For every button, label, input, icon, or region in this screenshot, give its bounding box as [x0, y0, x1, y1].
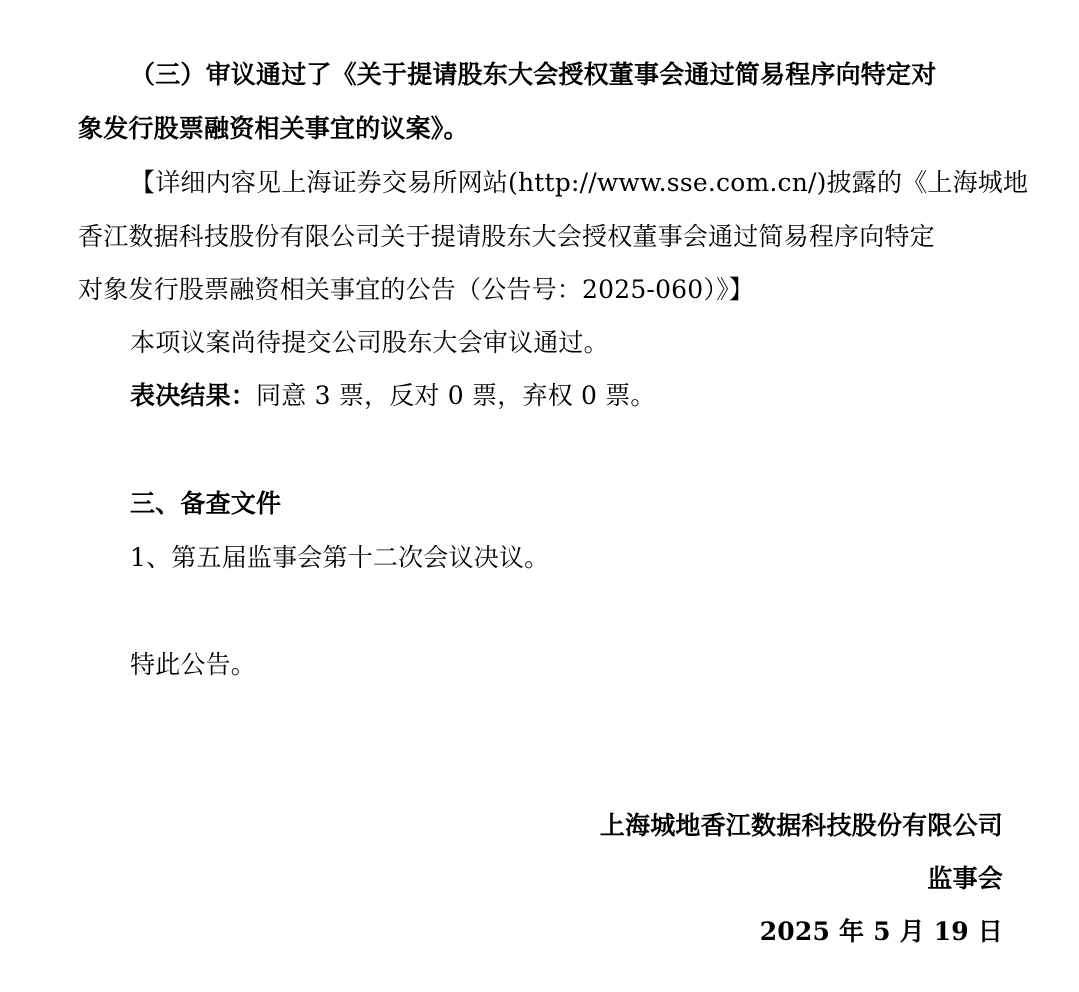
motion-detail-line-1: 【详细内容见上海证券交易所网站(http://www.sse.com.cn/)披露的《上海城地 — [130, 168, 1029, 197]
vote-result-line — [130, 378, 1008, 414]
motion-title-line-2: 象发行股票融资相关事宜的议案》。 — [78, 114, 469, 143]
section-heading: 三、备查文件 — [130, 489, 282, 518]
closing-statement: 特此公告。 — [130, 650, 257, 679]
vote-result-label: 表决结果： — [130, 381, 257, 410]
signature-date: 2025 年 5 月 19 日 — [759, 917, 1003, 946]
motion-detail-line-2: 香江数据科技股份有限公司关于提请股东大会授权董事会通过简易程序向特定 — [78, 222, 935, 251]
vote-result-value: 同意 3 票，反对 0 票，弃权 0 票。 — [256, 381, 656, 410]
signature-board: 监事会 — [927, 864, 1003, 893]
signature-company: 上海城地香江数据科技股份有限公司 — [599, 811, 1003, 840]
motion-title-line-1: （三）审议通过了《关于提请股东大会授权董事会通过简易程序向特定对 — [130, 60, 937, 89]
reference-document-item: 1、第五届监事会第十二次会议决议。 — [130, 543, 550, 572]
motion-detail-line-3: 对象发行股票融资相关事宜的公告（公告号：2025-060）》】 — [78, 275, 754, 304]
pending-note: 本项议案尚待提交公司股东大会审议通过。 — [130, 328, 609, 357]
